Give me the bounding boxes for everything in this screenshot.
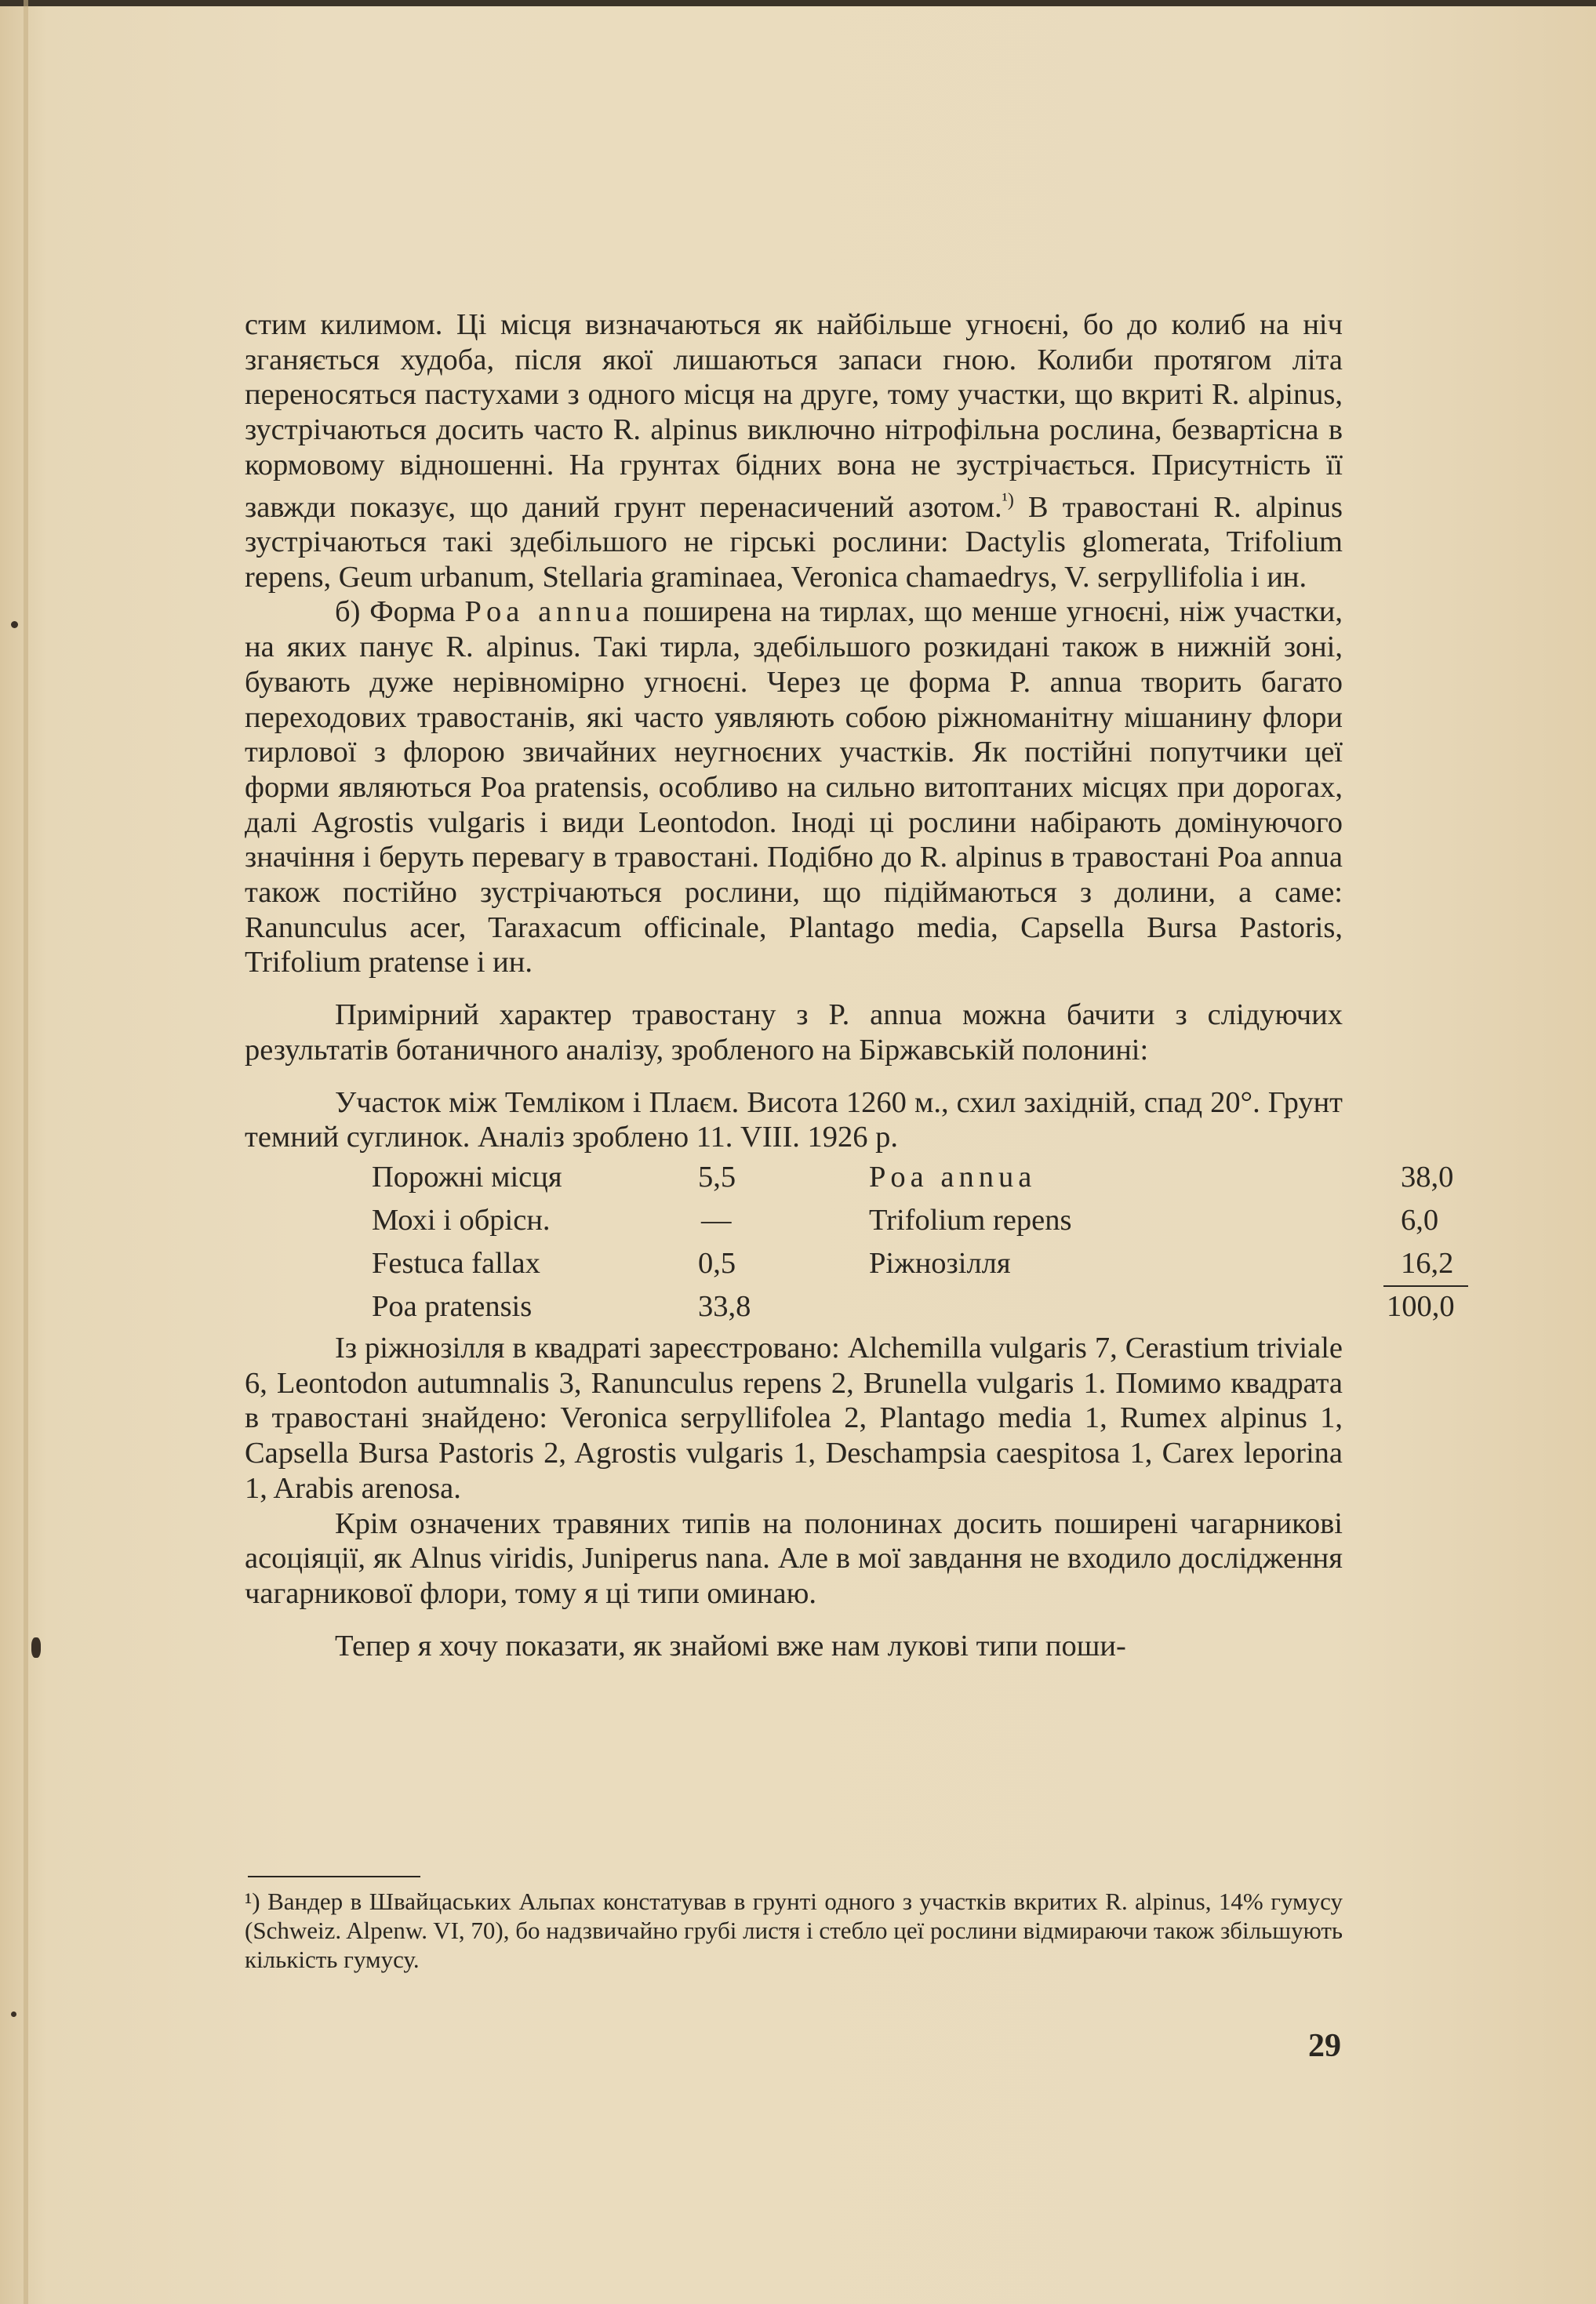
table-cell-name: Мохі і обрісн. (372, 1204, 551, 1237)
paragraph-1-text: стим килимом. Ці місця визначаються як найбільше угноєні, бо до колиб на ніч зганяється худоба, після якої лишаються запаси гною. Колиби протягом літа переносяться пастухами з одного місця на друге, тому участки, що вкриті R. alpinus, зустрічаються досить часто R. alpinus виключно нітрофільна рослина, безвартісна в кормовому відношенні. На грунтах бідних вона не зустрічається. Присутність її завжди показує, що даний грунт перенасичений азотом. (245, 308, 1343, 524)
page-text (245, 307, 1455, 1663)
paragraph-2-text: поширена на тирлах, що менше угноєні, ніж участки, на яких панує R. alpinus. Такі тирла, здебільшого розкидані також в нижній зоні, бувають дуже нерівномірно угноєні. Через це форма P. annua творить багато переходових травостанів, які часто уявляють собою ріжноманітну мішанину флори тирлової з флорою звичайних неугноєних участків. Як постійні попутчики цеї форми являються Poa pratensis, особливо на сильно витоптаних місцях при дорогах, далі Agrostis vulgaris і види Leontodon. Іноді ці рослини набірають домінуючого значіння і беруть перевагу в травостані. Подібно до R. alpinus в травостані Poa annua також постійно зустрічаються рослини, що підіймаються з долини, а саме: Ranunculus acer, Taraxacum officinale, Plantago media, Capsella Bursa Pastoris, Trifolium pratense і ин. (245, 595, 1343, 979)
table-cell-value: 33,8 (698, 1290, 751, 1323)
analysis-table (245, 1157, 1455, 1331)
scan-top-edge (0, 0, 1596, 6)
table-cell-value: 0,5 (698, 1247, 736, 1280)
footnote-ref[interactable]: ¹) (1002, 489, 1014, 511)
paragraph-3: Примірний характер травостану з P. annua можна бачити з слідуючих результатів ботаничного аналізу, зробленого на Біржавській полонині: (245, 998, 1343, 1067)
binding-hole-mark (11, 2011, 16, 2017)
paragraph-2 (245, 594, 1343, 980)
footnote: ¹) Вандер в Швайцаських Альпах констатував в грунті одного з участків вкритих R. alpinus, 14% гумусу (Schweiz. Alpenw. VI, 70), бо надзвичайно грубі листя і стебло цеї рослини відмираючи також збільшують кількість гумусу. (245, 1888, 1343, 1973)
table-cell-value: 16,2 (1401, 1247, 1454, 1280)
table-cell-name: Poa pratensis (372, 1290, 533, 1323)
table-cell-value: 6,0 (1401, 1204, 1439, 1237)
paragraph-1-tail: В травостані R. alpinus зустрічаються такі здебільшого не гірські рослини: Dactylis glomerata, Trifolium repens, Geum urbanum, Stellaria graminaea, Veronica chamaedrys, V. serpyllifolia і ин. (245, 490, 1343, 594)
paragraph-7: Тепер я хочу показати, як знайомі вже нам лукові типи поши- (335, 1629, 1126, 1663)
table-cell-name: Poa annua (869, 1161, 1037, 1194)
paragraph-1 (245, 307, 1343, 594)
table-cell-value: — (701, 1204, 732, 1237)
paragraph-5: Із ріжнозілля в квадраті зареєстровано: Alchemilla vulgaris 7, Cerastium triviale 6, Leontodon autumnalis 3, Ranunculus repens 2, Brunella vulgaris 1. Помимо квадрата в травостані знайдено: Veronica serpyllifolea 2, Plantago media 1, Rumex alpinus 1, Capsella Bursa Pastoris 2, Agrostis vulgaris 1, Deschampsia caespitosa 1, Carex leporina 1, Arabis arenosa. (245, 1332, 1343, 1505)
table-cell-value: 38,0 (1401, 1161, 1454, 1194)
page-number: 29 (1308, 2028, 1341, 2064)
paragraph-4: Участок між Темліком і Плаєм. Висота 1260 м., схил західній, спад 20°. Грунт темний суглинок. Аналіз зроблено 11. VIII. 1926 р. (245, 1085, 1343, 1154)
table-cell-name: Ріжнозілля (869, 1247, 1011, 1280)
paragraph-2-species: Poa annua (464, 595, 634, 629)
binding-hole-mark (11, 621, 18, 628)
page-spine-shadow (24, 0, 28, 2304)
table-total-value: 100,0 (1387, 1290, 1455, 1323)
paragraph-2-lead: б) Форма (335, 595, 465, 629)
table-cell-name: Порожні місця (372, 1161, 562, 1194)
binding-hole-mark (31, 1637, 41, 1658)
table-cell-name: Trifolium repens (869, 1204, 1072, 1237)
table-cell-name: Festuca fallax (372, 1247, 540, 1280)
table-cell-value: 5,5 (698, 1161, 736, 1194)
footnote-divider (248, 1876, 420, 1877)
paragraph-6: Крім означених травяних типів на полонинах досить поширені чагарникові асоціяції, як Alnus viridis, Juniperus nana. Але в мої завдання не входило дослідження чагарникової флори, тому я ці типи оминаю. (245, 1506, 1343, 1610)
